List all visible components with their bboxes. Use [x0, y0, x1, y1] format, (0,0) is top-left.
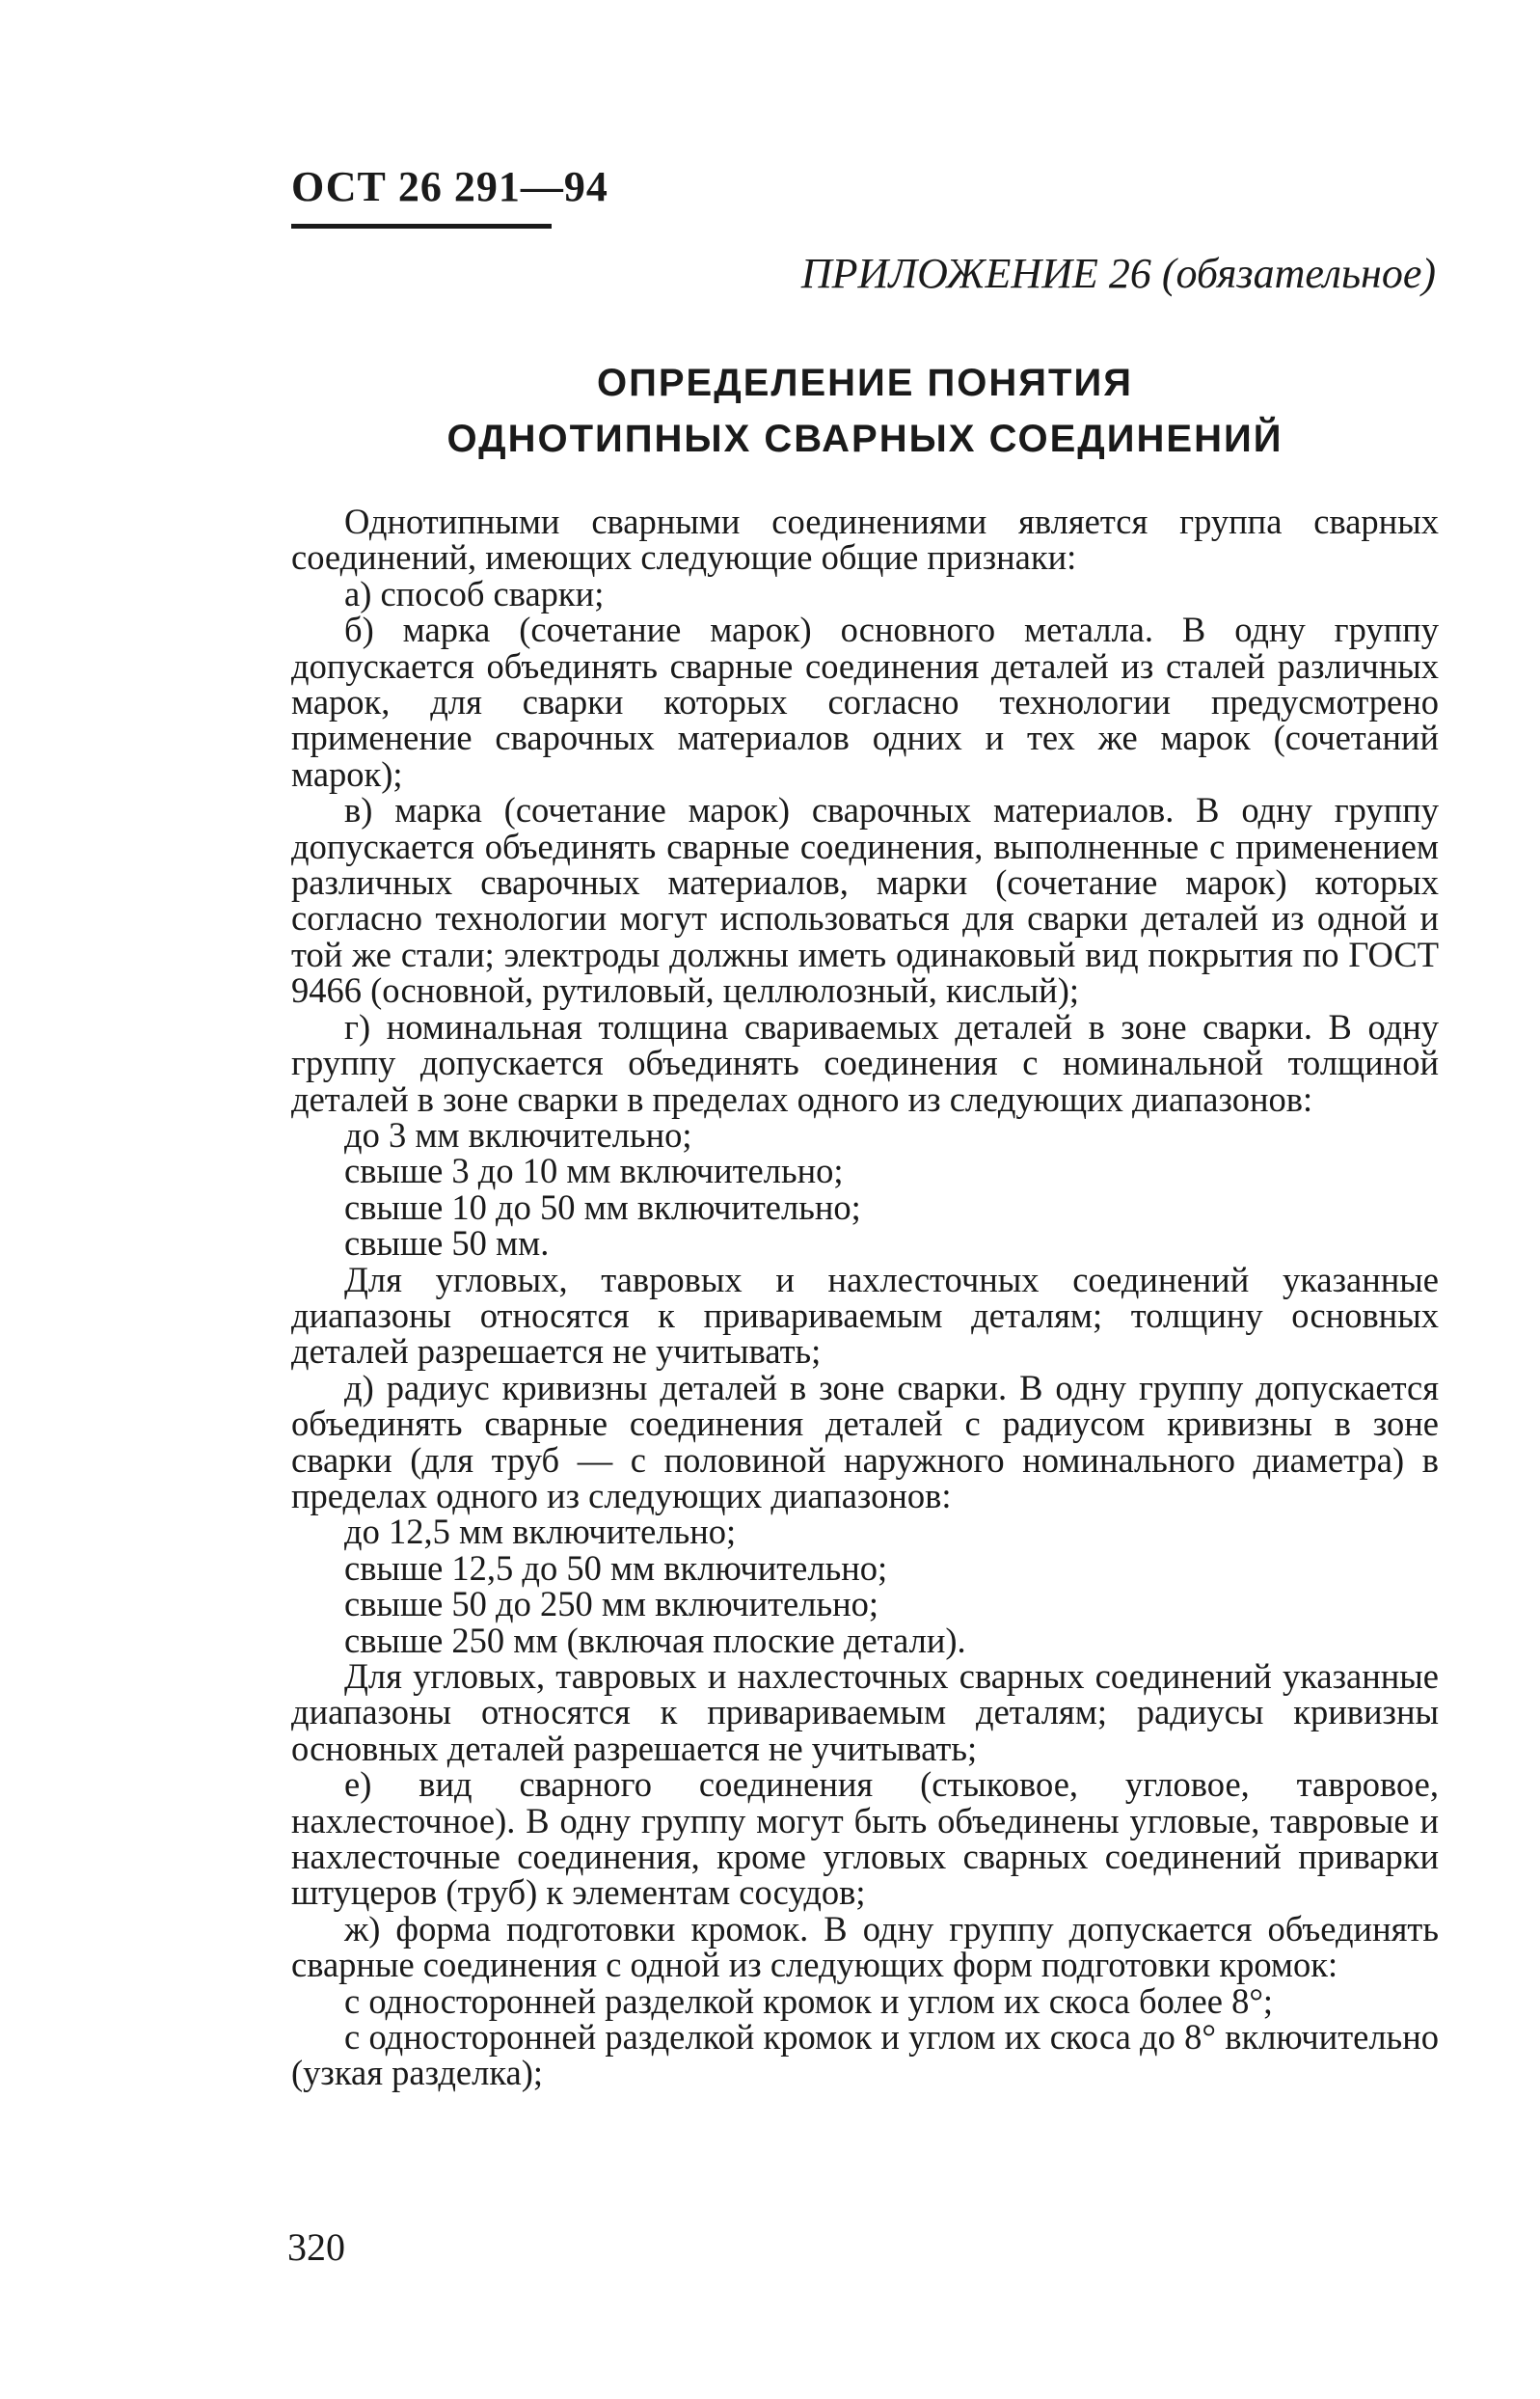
- page-number: 320: [287, 2225, 345, 2269]
- body-text: [291, 504, 1439, 2091]
- criterion-v: в) марка (сочетание марок) сварочных материалов. В одну группу допускается объединять сварные соединения, выполненные с применением различных сварочных материалов, марки (сочетание марок) которых согласно технологии могут использоваться для сварки деталей из одной и той же стали; электроды должны иметь одинаковый вид покрытия по ГОСТ 9466 (основной, рутиловый, целлюлозный, кислый);: [291, 790, 1439, 1011]
- title-line-1: ОПРЕДЕЛЕНИЕ ПОНЯТИЯ: [596, 362, 1133, 404]
- criterion-b: б) марка (сочетание марок) основного металла. В одну группу допускается объединять сварные соединения деталей из сталей различных марок, для сварки которых согласно технологии предусмотрено применение сварочных материалов одних и тех же марок (сочетаний марок);: [291, 610, 1439, 794]
- radius-range: свыше 12,5 до 50 мм включительно;: [344, 1547, 888, 1588]
- document-code: ОСТ 26 291—94: [291, 163, 608, 210]
- criterion-zh: ж) форма подготовки кромок. В одну группу допускается объединять сварные соединения с одной из следующих форм подготовки кромок:: [291, 1908, 1439, 1985]
- edge-form: с односторонней разделкой кромок и углом их скоса более 8°;: [344, 1980, 1274, 2021]
- thickness-range: свыше 10 до 50 мм включительно;: [344, 1186, 861, 1227]
- radius-range: до 12,5 мм включительно;: [344, 1512, 737, 1552]
- criterion-d-note: Для угловых, тавровых и нахлесточных сварных соединений указанные диапазоны относятся к привариваемым деталям; радиусы кривизны основных деталей разрешается не учитывать;: [291, 1656, 1439, 1768]
- radius-range: свыше 50 до 250 мм включительно;: [344, 1584, 879, 1624]
- thickness-range: свыше 50 мм.: [344, 1223, 550, 1264]
- criterion-g: г) номинальная толщина свариваемых деталей в зоне сварки. В одну группу допускается объединять соединения с номинальной толщиной деталей в зоне сварки в пределах одного из следующих диапазонов:: [291, 1006, 1439, 1119]
- criterion-e: е) вид сварного соединения (стыковое, угловое, тавровое, нахлесточное). В одну группу могут быть объединены угловые, тавровые и нахлесточные соединения, кроме угловых сварных соединений приварки штуцеров (труб) к элементам сосудов;: [291, 1764, 1439, 1913]
- edge-form: с односторонней разделкой кромок и углом их скоса до 8° включительно (узкая разделка);: [291, 2017, 1439, 2093]
- title-line-2: ОДНОТИПНЫХ СВАРНЫХ СОЕДИНЕНИЙ: [446, 418, 1283, 460]
- thickness-range: до 3 мм включительно;: [344, 1114, 692, 1155]
- header-underline: [291, 224, 552, 229]
- intro-paragraph: Однотипными сварными соединениями является группа сварных соединений, имеющих следующие общие признаки:: [291, 502, 1439, 578]
- appendix-label: ПРИЛОЖЕНИЕ 26 (обязательное): [800, 250, 1436, 297]
- thickness-range: свыше 3 до 10 мм включительно;: [344, 1151, 844, 1191]
- radius-range: свыше 250 мм (включая плоские детали).: [344, 1620, 966, 1660]
- criterion-g-note: Для угловых, тавровых и нахлесточных соединений указанные диапазоны относятся к привариваемым деталям; толщину основных деталей разрешается не учитывать;: [291, 1259, 1439, 1372]
- criterion-a: а) способ сварки;: [344, 573, 605, 613]
- criterion-d: д) радиус кривизны деталей в зоне сварки. В одну группу допускается объединять сварные соединения деталей с радиусом кривизны в зоне сварки (для труб — с половиной наружного номинального диаметра) в пределах одного из следующих диапазонов:: [291, 1367, 1439, 1515]
- page-title: [291, 355, 1439, 467]
